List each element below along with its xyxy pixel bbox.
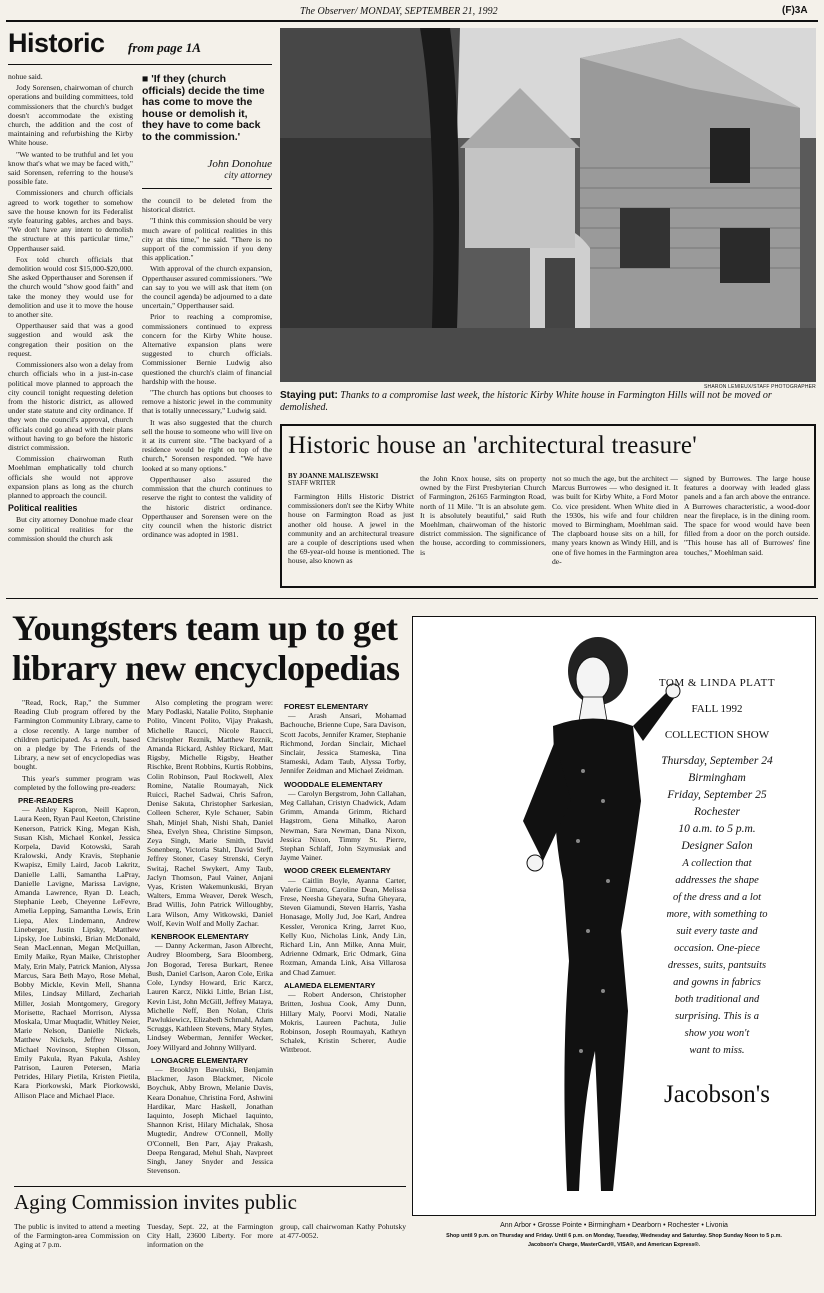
masthead-date: The Observer/ MONDAY, SEPTEMBER 21, 1992 <box>300 6 498 17</box>
story1-para: Opperthauser also assured the commission that the church continues to reserve the right to contest the validity of the historic district ordinance. Opperthauser and Sorensen were on the city council when the historic district ordinance was adopted in 1981. <box>142 474 272 540</box>
ad-line: dresses, suits, pantsuits <box>667 960 767 971</box>
pull-quote-name: John Donohue <box>207 158 272 170</box>
story1-para: With approval of the church expansion, Opperthauser assured commissioners. "We can say to you we will ask that item (on the council agenda) be adjourned to a date uncertain," Opperthauser said. <box>142 264 272 311</box>
names-also-completing: Also completing the program were: Mary Podlaski, Natalie Polito, Stephanie Polito, Vincent Polito, Vijay Prakash, Michelle Raucci, Nicole Raucci, Christopher Reznik, Matthew Reznik, Amanda Rickard, Ashley Rickard, Matt Rigsby, Michelle Rigsby, Heather Rischke, Brent Robbins, Kurtis Robbins, Colin Robinson, Paul Rockwell, Alex Romine, Natalie Roumayah, Nick Ruicci, Rachel Sadwai, Chris Safron, Denise Sakuta, Christopher Sarkesian, Colleen Scherer, Kyle Schauer, Sabin Shah, Minjel Shah, Nishi Shah, Daniel Shea, Evelyn Shea, Christine Simpson, Zeya Singh, Marie Smith, David Sonenberg, Victoria Stahl, David Steff, Jeffrey Stoner, Casey Strenski, Ceryn Switaj, Rachel Swykert, Amy Taub, Jaclyn Thomson, Paul Vainer, Anjani Vyas, Kristen Wakemunkuski, Bryan Walters, Emma Weaver, Derek Wesch, Brad Willis, John Patrick Willoughby, Lara Wilson, Amy Witkowski, Daniel Wolf, Kevin Wolf and Molly Zachar. <box>147 698 273 928</box>
ad-line: show you won't <box>684 1028 750 1039</box>
ad-copy <box>627 677 807 1109</box>
ad-line: addresses the shape <box>675 875 759 886</box>
section-alameda: ALAMEDA ELEMENTARY <box>284 980 376 990</box>
library-headline: Youngsters team up to get library new encyclopedias <box>12 608 400 688</box>
names-kenbrook: — Danny Ackerman, Jason Albrecht, Audrey Bloomberg, Sara Bloomberg, Jon Bogorad, Teresa Burkart, Renee Bush, Daniel Carlson, Aaron Cole, Erika Cole, Lyndsy Howard, Eric Karcz, Lauren Karcz, Nikki Little, Brian List, Kevin List, John McGill, Jeffrey Mataya, Michelle Neff, Ben Nolan, Chris Pawlukiewicz, Elizabeth Schmahl, Adam Scruggs, Kathleen Stevens, Mary Styles, Lindsey Weberman, Jennifer Wecker, Joey Willyard and Johnny Willyard. <box>147 941 273 1052</box>
section-wood-creek: WOOD CREEK ELEMENTARY <box>284 866 391 876</box>
story1-para: Prior to reaching a compromise, commissioners continued to express concern for the Kirby White house. Alternative expansion plans were suggested to church officials. Commissioner Bernie Ludwig also questioned the church's claim of financial hardship with the house. <box>142 312 272 386</box>
house-photo <box>280 28 816 382</box>
story1-para: the council to be deleted from the historical district. <box>142 196 272 215</box>
house-illustration <box>280 28 816 382</box>
section-rule <box>6 598 818 599</box>
photo-cutline <box>280 390 816 413</box>
section-pre-readers: PRE-READERS <box>18 796 74 806</box>
sidebar-headline: Historic house an 'architectural treasure' <box>288 432 697 459</box>
ad-line: more, with something to <box>666 909 768 920</box>
sidebar-col-1: Farmington Hills Historic District commissioners don't see the Kirby White house on Farmington Road as just another old house. A jewel in the community and an architectural treasure are a couple of descriptions used when the 69-year-old house is mentioned. The house, also known as <box>288 492 414 566</box>
cutline-text: Thanks to a compromise last week, the historic Kirby White house in Farmington Hills will not be moved or demolished. <box>280 390 772 413</box>
cutline-lead: Staying put: <box>280 390 338 401</box>
sidebar-col-2: the John Knox house, sits on property owned by the First Presbyterian Church of Farmington, 26165 Farmington Road, north of 11 Mile. "It is an absolute gem. It is absolutely beautiful," said Ruth Moehlman, chairwoman of the historic district commission. The significance of the house, according to commissioners, is <box>420 474 546 557</box>
ad-line: Rochester <box>694 806 740 818</box>
names-pre-readers: — Ashley Kapron, Neill Kapron, Laura Keen, Ryan Paul Keeton, Christine Kenerson, Patrick King, Megan Kish, Susan Kish, Michael Konkel, Jessica Korpela, David Kotowski, Sarah Kralowski, Andy Kravis, Stephanie Kwapisz, Emily Laird, Jacob Lakritz, Danielle Lalli, Samantha LaPray, Danielle Lavigne, Marissa Lavigne, Amanda Lawrence, Ryan D. Leach, Stephanie Leeb, Cheyenne LeFevre, Amelia Lepping, Samantha Lewis, Erin Liepa, Alex Lindemann, Andrew Lineberger, Justin Lipsky, Matthew Lipsky, Joe Lubinski, Brian McDonald, Sean MacLennan, Megan McQuillan, Emily Maike, Ryan Maike, Christopher Maly, Erin Maly, Patrick Manion, Alyssa Marcus, Sara Beth Mayo, Rose Mehal, Bobby Mickle, Kevin Mell, Shanna Miles, Lindsay Millard, Zechariah Miller, Josiah Montgomery, Gregory Morisette, Rachael Morrison, Alyssa Moskala, Umar Muqtadir, Whitley Neier, Marie Nelson, Danielle Nickels, Matthew Nickels, Jeffrey Nieman, Michael Novinson, Stephen Olsson, Emily Pakula, Ryan Pakula, Ashley Patrison, Lauren Petersen, Maria Petrides, Hilary Pietila, Kristen Pietila, Kara Piorkowski, Mark Piorkowski, Allison Place and Michael Place. <box>14 805 140 1100</box>
story1-para: Commissioners and church officials agreed to work together to somehow save the house known for its Federalist style featuring gables, arches and bays. "We don't have any intent to demolish the structure at this particular time," Opperthauser said. <box>8 188 133 253</box>
ad-line: and gowns in fabrics <box>673 977 761 988</box>
story1-para: Commission chairwoman Ruth Moehlman emphatically told church officials she would not approve expansion plans as long as the church planned to approach the council. <box>8 454 133 500</box>
story1-para: "The church has options but chooses to remove a historic jewel in the community that is totally unnecessary," Ludwig said. <box>142 388 272 416</box>
kicker-rule <box>8 64 272 65</box>
story1-column-2 <box>142 196 272 572</box>
library-column-1 <box>14 698 140 1180</box>
aging-col-2: Tuesday, Sept. 22, at the Farmington City Hall, 23600 Liberty. For more information on the <box>147 1222 273 1250</box>
ad-line: of the dress and a lot <box>673 892 761 903</box>
story1-para: "I think this commission should be very much aware of political realities in this city at this time," he said. "There is no support of the commission if you deny this application." <box>142 216 272 263</box>
names-wooddale: — Carolyn Bergstrom, John Callahan, Meg Callahan, Cristyn Chadwick, Adam Grimm, Amanda Grimm, Richard Hagstrom, Gena Mihalko, Aaron Newman, Sara Newman, Dana Nixon, Jessica Nixon, Timmy St. Pierre, Stephan Schlaff, John Szymusiak and Jayme Vainer. <box>280 788 406 863</box>
library-column-3 <box>280 698 406 1180</box>
sidebar-byline <box>288 473 414 487</box>
library-column-2 <box>147 698 273 1180</box>
sidebar-col-4: signed by Burrowes. The large house features a doorway with leaded glass panels and a fan arch above the entrance. A Burrowes characteristic, a wood-door near the fireplace, is in the dining room. The space for wood would have been filled from a door on the porch outside. "This house has all of Burrowes' fine touches," Moehlman said. <box>684 474 810 557</box>
ad-line: A collection that <box>682 858 752 869</box>
story1-column-1 <box>8 72 133 572</box>
ad-line: surprising. This is a <box>674 1011 760 1022</box>
sidebar-col-3: not so much the age, but the architect — Marcus Burrowes — who designed it. It was built for Kirby White, a Ford Motor Co. vice president. When White died in the 1930s, his wife and four children moved to Birmingham, Moehlman said. The clapboard house sits on a hill, for many years known as Windy Hill, and is one of five homes in the Farmington area de- <box>552 474 678 566</box>
ad-store-hours: Shop until 9 p.m. on Thursday and Friday. Until 6 p.m. on Monday, Tuesday, Wednesday and Saturday. Shop Sunday Noon to 5 p.m. <box>446 1233 782 1239</box>
aging-col-3: group, call chairwoman Kathy Pohutsky at 477-0052. <box>280 1222 406 1241</box>
ad-line: Designer Salon <box>681 840 753 852</box>
section-longacre: LONGACRE ELEMENTARY <box>151 1055 249 1065</box>
ad-show-title: COLLECTION SHOW <box>664 729 770 741</box>
ad-line: suit every taste and <box>676 926 758 937</box>
byline-title: STAFF WRITER <box>288 480 336 487</box>
names-alameda: — Robert Anderson, Christopher Britten, Joshua Cook, Amy Dunn, Hillary Maly, Poorvi Modi, Natalie Mokris, Laureen Pachuta, Julie Robinson, Joseph Roumayah, Kathryn Schalek, Kristin Scherer, Audie Wittbroot. <box>280 990 406 1055</box>
ad-payment-info: Jacobson's Charge, MasterCard®, VISA®, and American Express®. <box>527 1242 701 1248</box>
ad-line: Thursday, September 24 <box>661 755 773 767</box>
story1-para: "We wanted to be truthful and let you know that's what we may be faced with," said Sorensen, referring to the house's possible fate. <box>8 149 133 187</box>
ad-line: Friday, September 25 <box>667 789 767 801</box>
jacobsons-ad <box>412 616 816 1216</box>
section-forest: FOREST ELEMENTARY <box>284 702 369 711</box>
library-para: This year's summer program was completed by the following pre-readers: <box>14 773 140 792</box>
story-kicker: Historic <box>8 28 105 58</box>
library-para: "Read, Rock, Rap," the Summer Reading Club program offered by the Farmington Community Library, came to a close recently. A large number of children participated. As a result, based on a pledge by The Friends of the Library, a new set of encyclopedias was bought. <box>14 698 140 772</box>
names-wood-creek: — Caitlin Boyle, Ayanna Carter, Valerie Cimato, Caroline Dean, Melissa Frese, Neesha Gheyara, Sufna Gheyara, Steven Giamundi, Steven Harris, Yasha Honasage, Molly Jud, Joe Karl, Andrea Kessler, Veronica Kring, Jarret Kuo, Kelly Kuo, Nicholas Link, Andy Lin, Richard Lin, Ann Milke, Anna Muir, Adrienne Odmark, Eric Odmark, Gina Rozman, Amanda Link, Aisa Villarosa and Chad Zamuer. <box>280 875 406 977</box>
story1-para: Opperthauser said that was a good suggestion and would ask the congregation their position on the request. <box>8 321 133 358</box>
ad-line: Birmingham <box>688 772 746 784</box>
section-wooddale: WOODDALE ELEMENTARY <box>284 779 383 789</box>
story1-para: nohue said. <box>8 72 43 81</box>
pull-quote-rule <box>142 188 272 189</box>
ad-season: FALL 1992 <box>691 703 743 715</box>
story1-para: Fox told church officials that demolition would cost $15,000-$20,000. She asked Opperthauser and Sorensen if the church would "show good faith" and take the money they would use for demolition and use it to move the house to another site. <box>8 254 133 320</box>
section-kenbrook: KENBROOK ELEMENTARY <box>151 932 249 942</box>
photo-credit: SHARON LEMIEUX/STAFF PHOTOGRAPHER <box>704 384 816 390</box>
ad-logo: Jacobson's <box>664 1081 770 1108</box>
page-number: (F)3A <box>782 5 808 16</box>
subhead-political-realities: Political realities <box>8 503 78 514</box>
story1-para: But city attorney Donohue made clear some political realities for the commission should the church ask <box>8 515 133 543</box>
names-longacre: — Brooklyn Bawulski, Benjamin Blackmer, Jason Blackmer, Nicole Boychuk, Abby Brown, Melanie Davis, Keara Donahue, Christina Ford, Ashwini Hardikar, Marc Haskell, Jonathan Iaquinto, Joseph Michael Iaquinto, Shannon Krist, Hilary Michalak, Shosa Mugtedir, Andrew O'Connell, Molly O'Connell, Ben Parr, Ajay Prakash, Deepa Rengarad, Mehul Shah, Navpreet Singh, Janey Snyder and Jessica Stevenson. <box>147 1064 273 1176</box>
pull-quote: ■ 'If they (church officials) decide the time has come to move the house or demolish it, they have to come back to the commission.' <box>142 73 265 143</box>
pull-quote-title: city attorney <box>224 171 272 181</box>
story1-para: Jody Sorensen, chairwoman of church operations and building committees, told commissioners that the church's budget doesn't accommodate the existing church, the addition and the cost of maintaining and refurbishing the Kirby White house. <box>8 83 133 148</box>
story1-para: It was also suggested that the church sell the house to someone who will live on it at its current site. "The backyard of a residence would be right on top of the church," Sorensen responded. "We have looked at so many options." <box>142 417 272 473</box>
story-jump-line: from page 1A <box>128 40 201 55</box>
byline-name: BY JOANNE MALISZEWSKI <box>288 473 379 480</box>
ad-line: want to miss. <box>689 1045 745 1056</box>
ad-designer: TOM & LINDA PLATT <box>658 677 776 689</box>
aging-headline: Aging Commission invites public <box>14 1190 297 1214</box>
aging-col-1: The public is invited to attend a meeting of the Farmington-area Commission on Aging at 7 p.m. <box>14 1222 140 1250</box>
ad-line: occasion. One-piece <box>674 943 760 954</box>
aging-rule <box>14 1186 406 1187</box>
ad-line: both traditional and <box>674 994 760 1005</box>
names-forest: — Arash Ansari, Mohamad Bachouche, Brienne Cupe, Sara Davison, Scott Jacobs, Jennifer Kramer, Stephanie Richmond, Jordan Sinclair, Michael Sinclair, Jessica Stameska, Tina Stameski, Adam Taub, Alyssa Torby, Jennifer Zeidman and Michael Zeidman. <box>280 711 406 776</box>
story1-para: Commissioners also won a delay from church officials who in a just-in-case political move planned to approach the city council tonight requesting deletion from the historic district, as allowed under state statute and city ordinance. If they won the council's approval, church officials could go ahead with their plans without having to go before the historic district commission. <box>8 360 133 452</box>
ad-line: 10 a.m. to 5 p.m. <box>678 823 756 835</box>
masthead-rule <box>6 20 818 22</box>
ad-store-locations: Ann Arbor • Grosse Pointe • Birmingham • Dearborn • Rochester • Livonia <box>500 1222 728 1229</box>
